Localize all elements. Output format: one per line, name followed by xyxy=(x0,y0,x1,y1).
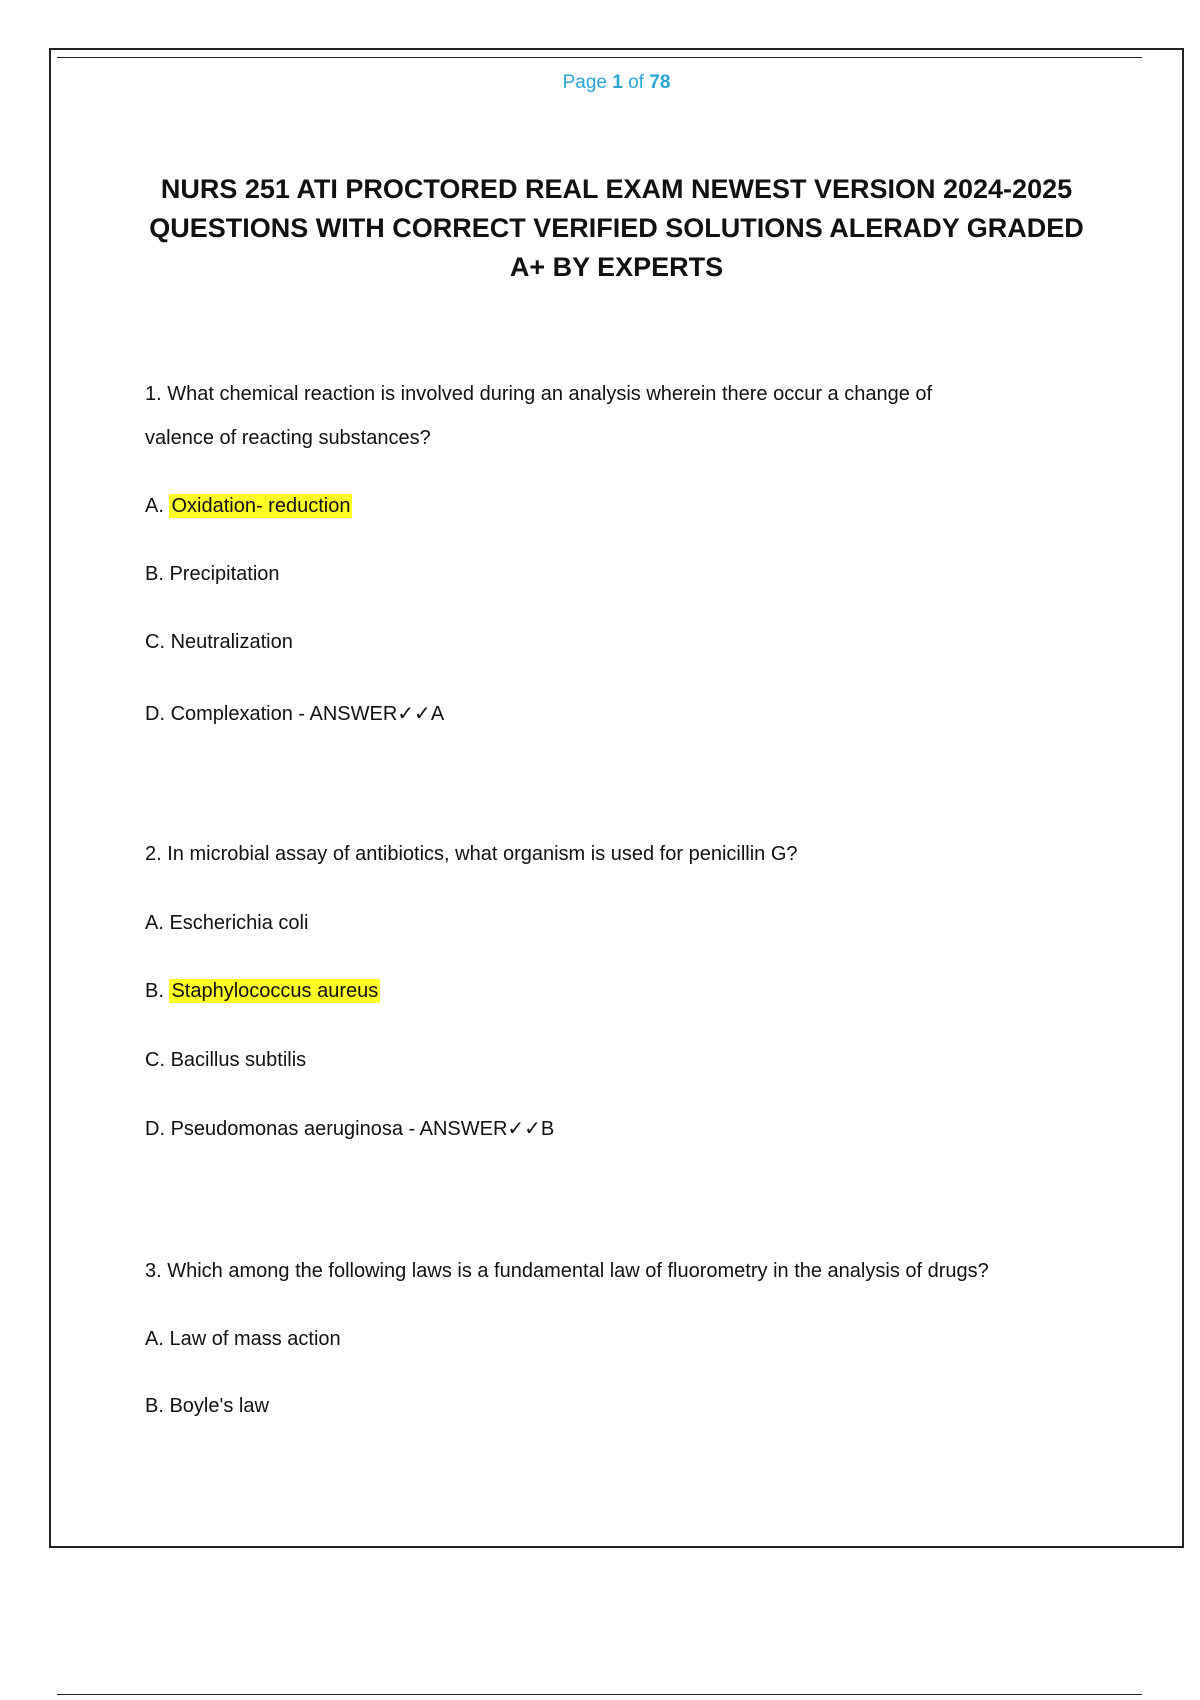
option-text: Precipitation xyxy=(169,563,280,585)
question-2-option-b xyxy=(145,978,380,1004)
option-letter: C. xyxy=(145,1049,165,1071)
option-text: Pseudomonas aeruginosa - ANSWER✓✓B xyxy=(170,1118,555,1140)
option-letter: B. xyxy=(145,1395,164,1417)
question-3-option-a xyxy=(145,1326,341,1352)
highlighted-answer: Staphylococcus aureus xyxy=(171,980,379,1002)
highlighted-answer: Oxidation- reduction xyxy=(171,495,351,517)
question-1-option-b xyxy=(145,561,280,587)
option-letter: D. xyxy=(145,1118,165,1140)
question-3-prompt: 3. Which among the following laws is a fundamental law of fluorometry in the analysis of drugs? xyxy=(145,1260,989,1282)
question-1-option-c xyxy=(145,629,293,655)
question-2-option-d xyxy=(145,1116,554,1142)
option-letter: B. xyxy=(145,563,164,585)
option-letter: A. xyxy=(145,1328,164,1350)
next-page-top-rule xyxy=(57,1694,1142,1695)
question-1-prompt: 1. What chemical reaction is involved during an analysis wherein there occur a change of xyxy=(145,383,933,405)
title-line: QUESTIONS WITH CORRECT VERIFIED SOLUTIONS ALERADY GRADED xyxy=(149,213,1084,243)
question-1-option-d xyxy=(145,701,444,727)
page-current: 1 xyxy=(612,72,623,93)
option-text: Bacillus subtilis xyxy=(170,1049,307,1071)
question-2-option-c xyxy=(145,1047,306,1073)
option-text: Boyle's law xyxy=(169,1395,269,1417)
page-prefix: Page xyxy=(562,72,607,93)
page-frame xyxy=(49,48,1184,1548)
option-text: Escherichia coli xyxy=(169,912,309,934)
question-1-option-a xyxy=(145,493,352,519)
title-line: A+ BY EXPERTS xyxy=(509,252,724,282)
question-3-option-b xyxy=(145,1393,269,1419)
question-2-option-a xyxy=(145,910,308,936)
title-line: NURS 251 ATI PROCTORED REAL EXAM NEWEST VERSION 2024-2025 xyxy=(160,174,1073,204)
option-text: Complexation - ANSWER✓✓A xyxy=(170,703,445,725)
document-title xyxy=(51,170,1182,287)
option-letter: A. xyxy=(145,912,164,934)
page-of: of xyxy=(628,72,644,93)
question-2-prompt: 2. In microbial assay of antibiotics, what organism is used for penicillin G? xyxy=(145,843,798,865)
option-letter: A. xyxy=(145,495,164,517)
top-rule xyxy=(57,57,1142,58)
option-letter: D. xyxy=(145,703,165,725)
page-total: 78 xyxy=(649,72,671,93)
page-number xyxy=(51,72,1182,94)
option-text: Law of mass action xyxy=(169,1328,341,1350)
question-1-prompt-cont: valence of reacting substances? xyxy=(145,427,431,449)
option-letter: C. xyxy=(145,631,165,653)
option-letter: B. xyxy=(145,980,164,1002)
option-text: Neutralization xyxy=(170,631,293,653)
